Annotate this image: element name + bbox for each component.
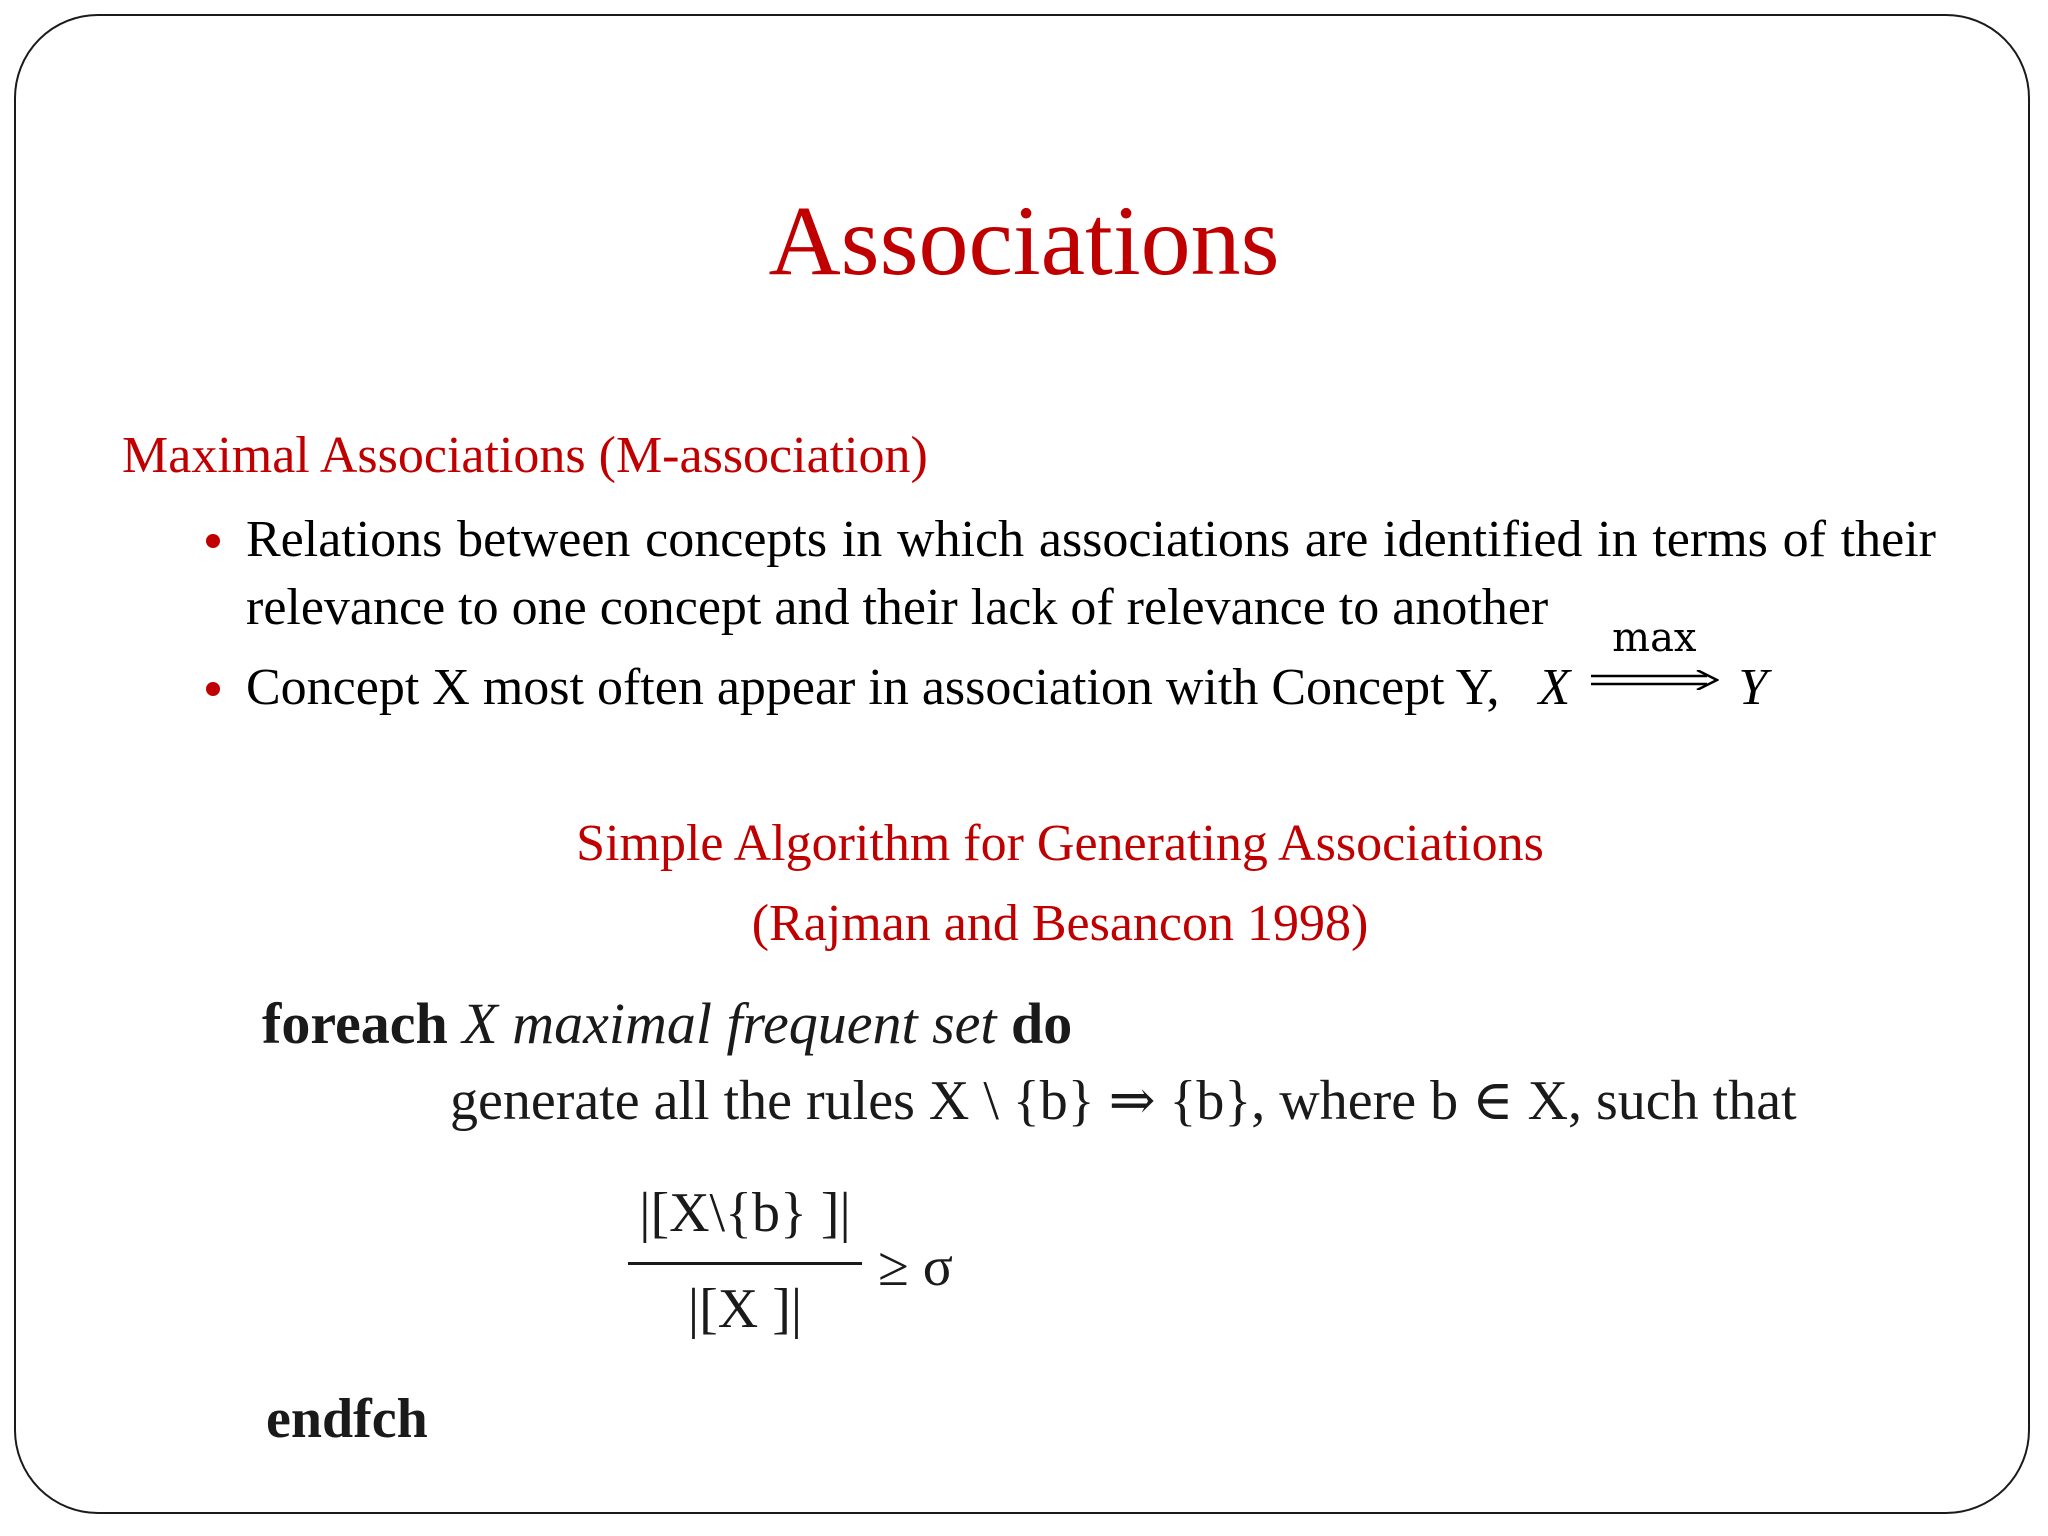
section-heading: Maximal Associations (M-association) [122,427,928,484]
ratio-fraction [628,1178,862,1358]
notation-rhs: Y [1738,659,1768,716]
do-keyword: do [1011,991,1073,1056]
bullet-dot-icon [206,682,220,696]
bullet-dot-icon [206,534,220,548]
bullet-text: Relations between concepts in which associations are identified in terms of their relevance to one concept and their lack of relevance to another [246,511,1936,636]
max-association-notation [1538,615,1768,722]
algorithm-body-line: generate all the rules X \ {b} ⇒ {b}, where b ∈ X, such that [450,1070,1797,1132]
algorithm-heading: Simple Algorithm for Generating Associations [576,815,1544,872]
bullet-text: Concept X most often appear in association with Concept Y, [246,659,1500,716]
fraction-bar [628,1262,862,1265]
foreach-keyword: foreach [262,991,448,1056]
fraction-denominator: |[X ]| [687,1278,803,1340]
fraction-numerator: |[X\{b} ]| [639,1182,851,1244]
notation-over: max [1612,615,1697,661]
threshold-inequality: ≥ σ [878,1236,953,1298]
slide-title: Associations [768,185,1280,296]
algorithm-foreach-line [262,990,1072,1057]
algorithm-citation: (Rajman and Besancon 1998) [751,895,1369,952]
notation-lhs: X [1538,659,1571,716]
bullet-list [246,506,1936,734]
loop-set: X maximal frequent set [462,991,997,1056]
double-arrow-icon [1589,615,1719,696]
bullet-item [246,615,1936,722]
end-keyword: endfch [266,1388,428,1450]
